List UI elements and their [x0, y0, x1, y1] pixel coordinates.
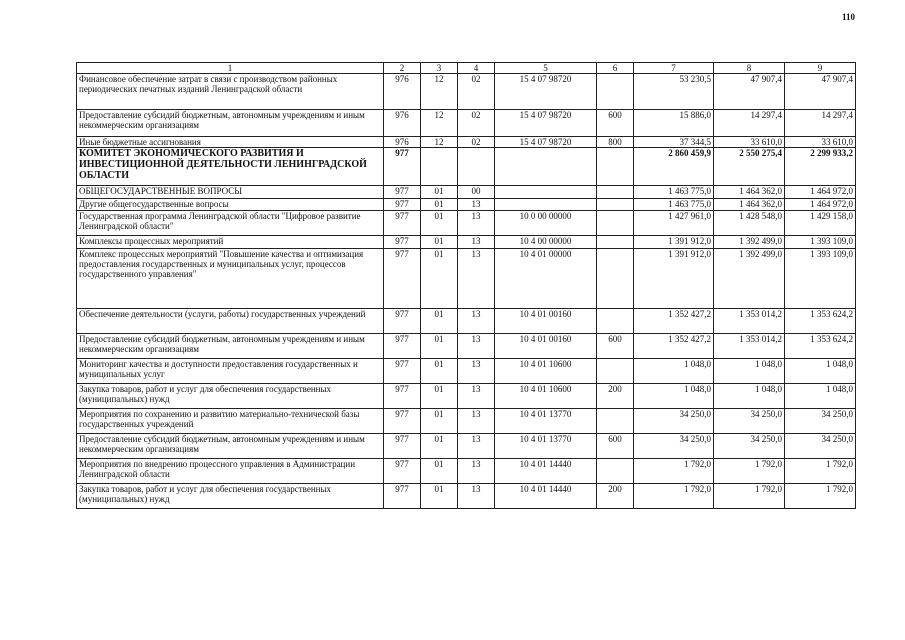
- amount-year2-cell: 1 392 499,0: [714, 236, 785, 249]
- amount-year3-cell: 1 353 624,2: [785, 334, 856, 359]
- amount-year3-cell: 1 393 109,0: [785, 249, 856, 309]
- amount-year1-cell: 1 792,0: [634, 459, 714, 484]
- target-article-cell: 10 4 01 00160: [495, 309, 597, 334]
- table-row: [77, 484, 856, 509]
- ministry-code-cell: 977: [384, 359, 421, 384]
- table-row: [77, 74, 856, 110]
- amount-year3-cell: 1 353 624,2: [785, 309, 856, 334]
- ministry-code-cell: 977: [384, 236, 421, 249]
- amount-year1-cell: 34 250,0: [634, 434, 714, 459]
- section-code-cell: 12: [421, 74, 458, 110]
- table-row: [77, 359, 856, 384]
- row-name-cell: Финансовое обеспечение затрат в связи с производством районных периодических печатных изданий Ленинградской области: [77, 74, 384, 110]
- amount-year2-cell: 47 907,4: [714, 74, 785, 110]
- amount-year1-cell: 1 352 427,2: [634, 309, 714, 334]
- table-row: [77, 434, 856, 459]
- expense-type-cell: [597, 459, 634, 484]
- target-article-cell: 10 4 01 10600: [495, 359, 597, 384]
- target-article-cell: [495, 186, 597, 199]
- subsection-code-cell: 13: [458, 211, 495, 236]
- expense-type-cell: [597, 249, 634, 309]
- target-article-cell: [495, 148, 597, 186]
- table-row: [77, 384, 856, 409]
- target-article-cell: 10 4 01 14440: [495, 459, 597, 484]
- ministry-code-cell: 977: [384, 211, 421, 236]
- amount-year3-cell: 47 907,4: [785, 74, 856, 110]
- subsection-code-cell: 13: [458, 309, 495, 334]
- target-article-cell: 10 4 00 00000: [495, 236, 597, 249]
- table-row: [77, 409, 856, 434]
- section-code-cell: 01: [421, 309, 458, 334]
- amount-year3-cell: 14 297,4: [785, 110, 856, 137]
- amount-year1-cell: 1 352 427,2: [634, 334, 714, 359]
- amount-year2-cell: 1 353 014,2: [714, 334, 785, 359]
- amount-year1-cell: 1 792,0: [634, 484, 714, 509]
- expense-type-cell: 600: [597, 334, 634, 359]
- expense-type-cell: [597, 409, 634, 434]
- ministry-code-cell: 977: [384, 199, 421, 211]
- amount-year1-cell: 1 048,0: [634, 359, 714, 384]
- ministry-code-cell: 976: [384, 110, 421, 137]
- table-row: [77, 186, 856, 199]
- section-code-cell: 01: [421, 211, 458, 236]
- budget-table: [76, 62, 856, 509]
- amount-year1-cell: 34 250,0: [634, 409, 714, 434]
- expense-type-cell: [597, 236, 634, 249]
- expense-type-cell: 800: [597, 137, 634, 148]
- row-name-cell: Иные бюджетные ассигнования: [77, 137, 384, 148]
- table-row: [77, 249, 856, 309]
- section-code-cell: 01: [421, 384, 458, 409]
- amount-year1-cell: 1 391 912,0: [634, 249, 714, 309]
- expense-type-cell: 600: [597, 434, 634, 459]
- amount-year3-cell: 34 250,0: [785, 409, 856, 434]
- section-code-cell: 01: [421, 484, 458, 509]
- target-article-cell: 10 4 01 00160: [495, 334, 597, 359]
- header-cell: 5: [495, 63, 597, 74]
- row-name-cell: Комплексы процессных мероприятий: [77, 236, 384, 249]
- section-code-cell: 01: [421, 409, 458, 434]
- table-row: [77, 334, 856, 359]
- amount-year3-cell: 1 464 972,0: [785, 199, 856, 211]
- section-code-cell: 01: [421, 236, 458, 249]
- expense-type-cell: 200: [597, 484, 634, 509]
- amount-year2-cell: 1 464 362,0: [714, 199, 785, 211]
- row-name-cell: ОБЩЕГОСУДАРСТВЕННЫЕ ВОПРОСЫ: [77, 186, 384, 199]
- amount-year1-cell: 1 391 912,0: [634, 236, 714, 249]
- table-row: [77, 110, 856, 137]
- amount-year1-cell: 37 344,5: [634, 137, 714, 148]
- amount-year2-cell: 14 297,4: [714, 110, 785, 137]
- header-cell: 7: [634, 63, 714, 74]
- table-row: [77, 309, 856, 334]
- target-article-cell: 10 4 01 14440: [495, 484, 597, 509]
- subsection-code-cell: 00: [458, 186, 495, 199]
- target-article-cell: 15 4 07 98720: [495, 137, 597, 148]
- amount-year2-cell: 1 048,0: [714, 384, 785, 409]
- row-name-cell: Государственная программа Ленинградской области "Цифровое развитие Ленинградской области": [77, 211, 384, 236]
- ministry-code-cell: 977: [384, 484, 421, 509]
- amount-year1-cell: 1 463 775,0: [634, 186, 714, 199]
- ministry-code-cell: 977: [384, 249, 421, 309]
- amount-year1-cell: 53 230,5: [634, 74, 714, 110]
- section-code-cell: 01: [421, 334, 458, 359]
- subsection-code-cell: 13: [458, 359, 495, 384]
- amount-year2-cell: 34 250,0: [714, 434, 785, 459]
- amount-year2-cell: 1 353 014,2: [714, 309, 785, 334]
- ministry-code-cell: 977: [384, 384, 421, 409]
- table-row: [77, 199, 856, 211]
- subsection-code-cell: 13: [458, 236, 495, 249]
- expense-type-cell: [597, 199, 634, 211]
- row-name-cell: Мониторинг качества и доступности предоставления государственных и муниципальных услуг: [77, 359, 384, 384]
- amount-year3-cell: 34 250,0: [785, 434, 856, 459]
- subsection-code-cell: 02: [458, 74, 495, 110]
- table-row: [77, 148, 856, 186]
- amount-year2-cell: 1 428 548,0: [714, 211, 785, 236]
- amount-year2-cell: 34 250,0: [714, 409, 785, 434]
- expense-type-cell: [597, 359, 634, 384]
- table-row: [77, 137, 856, 148]
- table-row: [77, 459, 856, 484]
- row-name-cell: Мероприятия по сохранению и развитию материально-технической базы государственных учреждений: [77, 409, 384, 434]
- amount-year3-cell: 1 464 972,0: [785, 186, 856, 199]
- amount-year3-cell: 1 393 109,0: [785, 236, 856, 249]
- amount-year3-cell: 33 610,0: [785, 137, 856, 148]
- header-cell: 1: [77, 63, 384, 74]
- row-name-cell: КОМИТЕТ ЭКОНОМИЧЕСКОГО РАЗВИТИЯ И ИНВЕСТИЦИОННОЙ ДЕЯТЕЛЬНОСТИ ЛЕНИНГРАДСКОЙ ОБЛАСТИ: [77, 148, 384, 186]
- target-article-cell: 15 4 07 98720: [495, 110, 597, 137]
- amount-year2-cell: 1 392 499,0: [714, 249, 785, 309]
- amount-year3-cell: 1 792,0: [785, 484, 856, 509]
- amount-year2-cell: 1 048,0: [714, 359, 785, 384]
- page-number: 110: [842, 12, 856, 22]
- target-article-cell: 15 4 07 98720: [495, 74, 597, 110]
- row-name-cell: Закупка товаров, работ и услуг для обеспечения государственных (муниципальных) нужд: [77, 484, 384, 509]
- section-code-cell: 01: [421, 434, 458, 459]
- header-cell: 6: [597, 63, 634, 74]
- expense-type-cell: [597, 211, 634, 236]
- target-article-cell: 10 4 01 10600: [495, 384, 597, 409]
- ministry-code-cell: 977: [384, 148, 421, 186]
- header-cell: 8: [714, 63, 785, 74]
- section-code-cell: 12: [421, 110, 458, 137]
- section-code-cell: 01: [421, 359, 458, 384]
- subsection-code-cell: 13: [458, 484, 495, 509]
- row-name-cell: Предоставление субсидий бюджетным, автономным учреждениям и иным некоммерческим организациям: [77, 334, 384, 359]
- row-name-cell: Мероприятия по внедрению процессного управления в Администрации Ленинградской области: [77, 459, 384, 484]
- expense-type-cell: 600: [597, 110, 634, 137]
- target-article-cell: 10 4 01 13770: [495, 409, 597, 434]
- header-cell: 9: [785, 63, 856, 74]
- amount-year1-cell: 2 860 459,9: [634, 148, 714, 186]
- target-article-cell: 10 4 01 13770: [495, 434, 597, 459]
- subsection-code-cell: 13: [458, 199, 495, 211]
- amount-year2-cell: 2 550 275,4: [714, 148, 785, 186]
- subsection-code-cell: 13: [458, 384, 495, 409]
- header-cell: 3: [421, 63, 458, 74]
- header-row: [77, 63, 856, 74]
- expense-type-cell: 200: [597, 384, 634, 409]
- row-name-cell: Комплекс процессных мероприятий "Повышение качества и оптимизация предоставления государственных и муниципальных услуг, процессов государственного управления": [77, 249, 384, 309]
- section-code-cell: 01: [421, 249, 458, 309]
- table-row: [77, 211, 856, 236]
- section-code-cell: 01: [421, 186, 458, 199]
- subsection-code-cell: 02: [458, 110, 495, 137]
- amount-year3-cell: 1 048,0: [785, 359, 856, 384]
- subsection-code-cell: 13: [458, 434, 495, 459]
- amount-year1-cell: 1 048,0: [634, 384, 714, 409]
- expense-type-cell: [597, 148, 634, 186]
- ministry-code-cell: 977: [384, 459, 421, 484]
- table-body: [77, 74, 856, 509]
- expense-type-cell: [597, 309, 634, 334]
- row-name-cell: Другие общегосударственные вопросы: [77, 199, 384, 211]
- section-code-cell: 01: [421, 199, 458, 211]
- target-article-cell: 10 4 01 00000: [495, 249, 597, 309]
- expense-type-cell: [597, 186, 634, 199]
- target-article-cell: 10 0 00 00000: [495, 211, 597, 236]
- subsection-code-cell: 13: [458, 334, 495, 359]
- subsection-code-cell: 13: [458, 459, 495, 484]
- ministry-code-cell: 977: [384, 309, 421, 334]
- expense-type-cell: [597, 74, 634, 110]
- header-cell: 2: [384, 63, 421, 74]
- target-article-cell: [495, 199, 597, 211]
- subsection-code-cell: 13: [458, 409, 495, 434]
- amount-year3-cell: 1 429 158,0: [785, 211, 856, 236]
- ministry-code-cell: 977: [384, 186, 421, 199]
- subsection-code-cell: [458, 148, 495, 186]
- subsection-code-cell: 02: [458, 137, 495, 148]
- row-name-cell: Закупка товаров, работ и услуг для обеспечения государственных (муниципальных) нужд: [77, 384, 384, 409]
- amount-year1-cell: 1 427 961,0: [634, 211, 714, 236]
- ministry-code-cell: 976: [384, 74, 421, 110]
- header-cell: 4: [458, 63, 495, 74]
- amount-year2-cell: 1 792,0: [714, 459, 785, 484]
- row-name-cell: Обеспечение деятельности (услуги, работы) государственных учреждений: [77, 309, 384, 334]
- row-name-cell: Предоставление субсидий бюджетным, автономным учреждениям и иным некоммерческим организациям: [77, 434, 384, 459]
- ministry-code-cell: 977: [384, 334, 421, 359]
- section-code-cell: 12: [421, 137, 458, 148]
- section-code-cell: [421, 148, 458, 186]
- amount-year3-cell: 1 048,0: [785, 384, 856, 409]
- amount-year1-cell: 15 886,0: [634, 110, 714, 137]
- section-code-cell: 01: [421, 459, 458, 484]
- ministry-code-cell: 976: [384, 137, 421, 148]
- row-name-cell: Предоставление субсидий бюджетным, автономным учреждениям и иным некоммерческим организациям: [77, 110, 384, 137]
- ministry-code-cell: 977: [384, 409, 421, 434]
- amount-year2-cell: 1 792,0: [714, 484, 785, 509]
- amount-year3-cell: 2 299 933,2: [785, 148, 856, 186]
- amount-year3-cell: 1 792,0: [785, 459, 856, 484]
- amount-year2-cell: 1 464 362,0: [714, 186, 785, 199]
- ministry-code-cell: 977: [384, 434, 421, 459]
- amount-year1-cell: 1 463 775,0: [634, 199, 714, 211]
- subsection-code-cell: 13: [458, 249, 495, 309]
- amount-year2-cell: 33 610,0: [714, 137, 785, 148]
- table-row: [77, 236, 856, 249]
